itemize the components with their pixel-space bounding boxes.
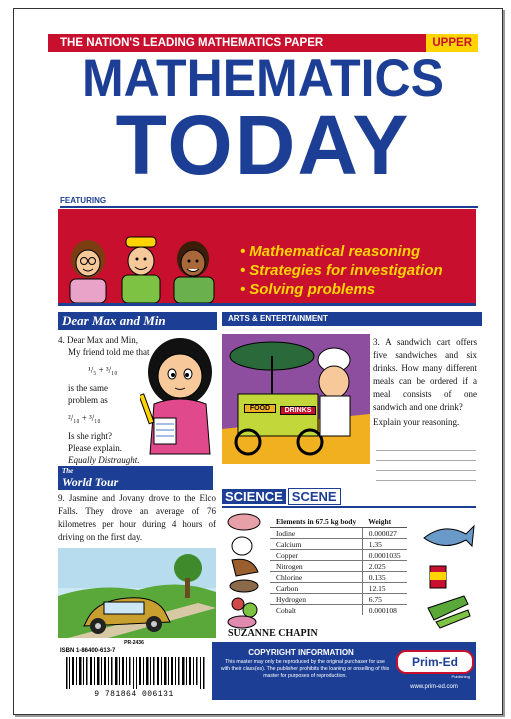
copyright-heading: COPYRIGHT INFORMATION — [248, 648, 354, 657]
isbn: ISBN 1-86400-613-7 — [60, 648, 116, 654]
feature-item: • Strategies for investigation — [240, 262, 443, 279]
features-list — [240, 242, 443, 299]
table-row: Hydrogen 6.75 — [270, 594, 407, 605]
featuring-label: FEATURING — [60, 196, 107, 205]
cart-food-label: FOOD — [244, 404, 276, 413]
world-tour-heading: The World Tour — [58, 466, 213, 490]
science-scene-heading: SCIENCE SCENE — [222, 488, 341, 506]
publisher-logo: Prim-Ed — [396, 650, 474, 674]
featuring-divider — [60, 206, 478, 208]
column-header: Elements in 67.5 kg body — [270, 516, 362, 528]
title-line-2: TODAY — [115, 98, 411, 192]
food-illustrations-right — [420, 512, 476, 630]
answer-line — [376, 480, 476, 481]
cart-illustration — [222, 334, 370, 464]
science-divider — [222, 506, 476, 508]
question-3: 3. A sandwich cart offers five sandwiches and six drinks. How many different meals can be ordered if a meal consists of one sandwich and one drink? Explain your reasoning. — [373, 337, 477, 427]
question-9: 9. Jasmine and Jovany drove to the Elco Falls. They drove an average of 76 kilometres per hour during 4 hours of driving on the first day. — [58, 493, 216, 542]
barcode-number: 9 781864 006131 — [94, 690, 174, 699]
girl-with-pencil-illustration — [140, 334, 214, 464]
cart-drinks-label: DRINKS — [280, 406, 316, 415]
level-badge: UPPER — [426, 34, 478, 52]
copyright-box — [212, 642, 476, 700]
answer-line — [376, 450, 476, 451]
table-row: Iodine 0.000027 — [270, 528, 407, 539]
car-road-illustration — [58, 548, 216, 638]
barcode-graphic — [66, 657, 206, 689]
table-row: Cobalt 0.000108 — [270, 605, 407, 616]
publisher-sub: Publishing — [451, 674, 470, 679]
title-line-1: MATHEMATICS — [82, 48, 444, 108]
table-row: Copper 0.0001035 — [270, 550, 407, 561]
barcode-block — [58, 640, 210, 700]
feature-item: • Mathematical reasoning — [240, 243, 421, 260]
feature-item: • Solving problems — [240, 281, 376, 298]
column-header: Weight — [362, 516, 406, 528]
product-code: PR-2436 — [124, 640, 144, 646]
table-row: Calcium 1.35 — [270, 539, 407, 550]
tagline: THE NATION'S LEADING MATHEMATICS PAPER — [60, 37, 324, 49]
dear-max-min-heading: Dear Max and Min — [58, 312, 217, 330]
table-row: Chlorine 0.135 — [270, 572, 407, 583]
answer-line — [376, 470, 476, 471]
children-illustration — [58, 209, 238, 303]
answer-line — [376, 460, 476, 461]
food-illustrations-left — [222, 512, 270, 630]
elements-table — [270, 516, 407, 615]
copyright-text: This master may only be reproduced by the original purchaser for use with their class(es). The publisher prohibits the loaning or onselling of this master for purposes of reproduction. — [220, 659, 390, 679]
table-header-row — [270, 516, 407, 528]
arts-entertainment-heading: ARTS & ENTERTAINMENT — [222, 312, 482, 326]
table-row: Carbon 12.15 — [270, 583, 407, 594]
table-row: Nitrogen 2.025 — [270, 561, 407, 572]
publisher-website[interactable]: www.prim-ed.com — [410, 684, 458, 690]
question-4: 4. Dear Max and Min, My friend told me that ¹/₅ + ³/₁₀ is the same problem as ²/₁₀ + ³/₁₀ Is she right? Please explain. Equally Distraught. — [58, 335, 150, 465]
author-name: SUZANNE CHAPIN — [228, 628, 318, 639]
